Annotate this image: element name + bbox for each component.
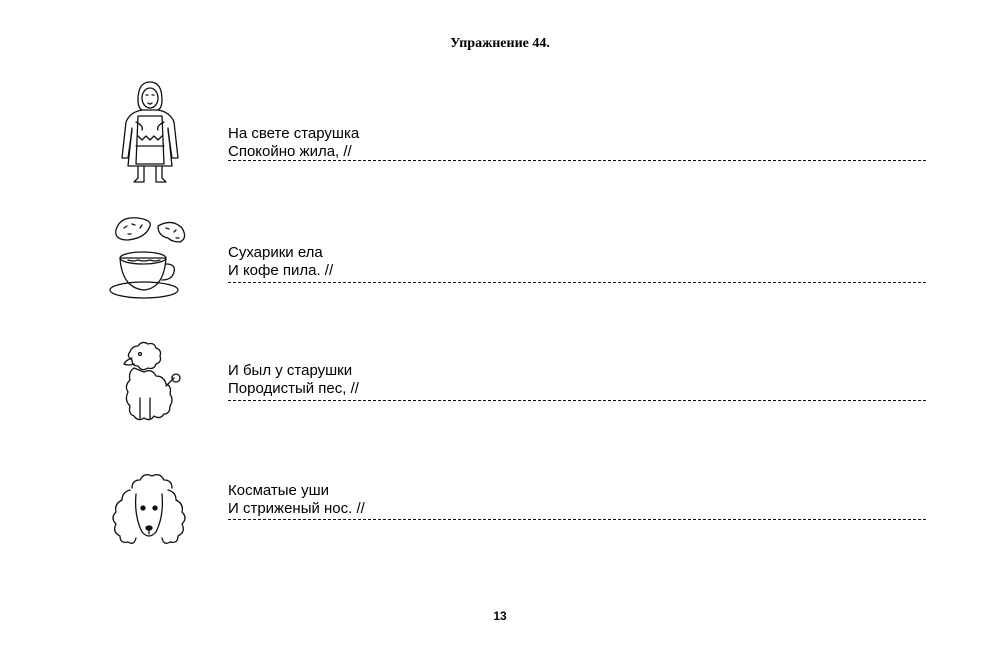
poodle-sitting-icon [116, 338, 182, 426]
exercise-title: Упражнение 44. [450, 36, 550, 51]
stanza-2-text [228, 244, 333, 280]
stanza-3-writing-line [228, 400, 926, 401]
stanza-3-line-2: Породистый пес, // [228, 380, 359, 397]
stanza-4-line-1: Косматые уши [228, 482, 329, 499]
stanza-2-writing-line [228, 282, 926, 283]
stanza-4-text [228, 482, 365, 518]
stanza-1-text [228, 125, 359, 161]
old-woman-icon [112, 78, 188, 190]
rusks-and-coffee-cup-icon [106, 210, 192, 300]
stanza-3-line-1: И был у старушки [228, 362, 353, 379]
page-number: 13 [493, 609, 507, 623]
stanza-1-line-2: Спокойно жила, // [228, 143, 352, 160]
stanza-4-writing-line [228, 519, 926, 520]
stanza-1-line-1: На свете старушка [228, 125, 360, 142]
stanza-2-line-1: Сухарики ела [228, 244, 323, 261]
stanza-4-line-2: И стриженый нос. // [228, 500, 365, 517]
stanza-3-text [228, 362, 359, 398]
stanza-1-writing-line [228, 160, 926, 161]
stanza-2-line-2: И кофе пила. // [228, 262, 334, 279]
poodle-head-icon [108, 468, 190, 556]
